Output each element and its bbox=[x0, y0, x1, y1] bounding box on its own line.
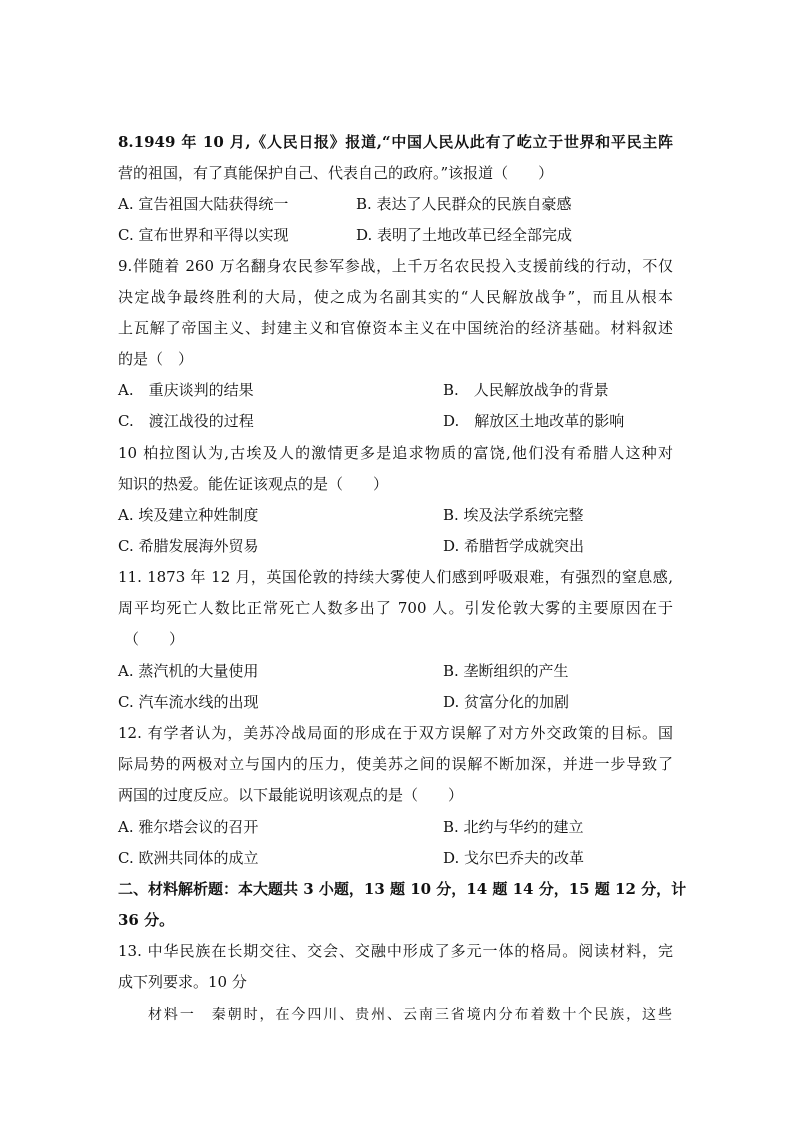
q9-stem-line-3: 上瓦解了帝国主义、封建主义和官僚资本主义在中国统治的经济基础。材料叙述 bbox=[118, 319, 673, 337]
q8-stem-line-1: 8.1949 年 10 月,《人民日报》报道,“中国人民从此有了屹立于世界和平民主阵 bbox=[118, 133, 673, 151]
q9-option-a: A. 重庆谈判的结果 bbox=[118, 381, 254, 399]
q11-stem-line-1: 11. 1873 年 12 月，英国伦敦的持续大雾使人们感到呼吸艰难，有强烈的窒息感, bbox=[118, 568, 673, 586]
q12-option-c: C. 欧洲共同体的成立 bbox=[118, 849, 259, 867]
q10-stem-line-2: 知识的热爱。能佐证该观点的是（ ） bbox=[118, 475, 389, 493]
q11-option-b: B. 垄断组织的产生 bbox=[443, 662, 569, 680]
q8-option-a: A. 宣告祖国大陆获得统一 bbox=[118, 195, 289, 213]
q10-option-a: A. 埃及建立种姓制度 bbox=[118, 506, 259, 524]
section-2-heading-line-2: 36 分。 bbox=[118, 911, 175, 929]
q10-option-b: B. 埃及法学系统完整 bbox=[443, 506, 584, 524]
q11-option-c: C. 汽车流水线的出现 bbox=[118, 693, 259, 711]
q9-option-b: B. 人民解放战争的背景 bbox=[443, 381, 609, 399]
q9-stem-line-1: 9.伴随着 260 万名翻身农民参军参战，上千万名农民投入支援前线的行动，不仅 bbox=[118, 257, 673, 275]
q10-option-c: C. 希腊发展海外贸易 bbox=[118, 537, 259, 555]
q8-option-b: B. 表达了人民群众的民族自豪感 bbox=[356, 195, 572, 213]
q12-option-b: B. 北约与华约的建立 bbox=[443, 818, 584, 836]
section-2-heading-line-1: 二、材料解析题：本大题共 3 小题，13 题 10 分，14 题 14 分，15 题 12 分，计 bbox=[118, 880, 687, 898]
q12-option-d: D. 戈尔巴乔夫的改革 bbox=[443, 849, 585, 867]
q11-stem-line-3: （ ） bbox=[124, 630, 185, 648]
q8-option-d: D. 表明了土地改革已经全部完成 bbox=[356, 226, 573, 244]
q11-option-d: D. 贫富分化的加剧 bbox=[443, 693, 570, 711]
q12-stem-line-2: 际局势的两极对立与国内的压力，使美苏之间的误解不断加深，并进一步导致了 bbox=[118, 755, 673, 773]
q9-stem-line-2: 决定战争最终胜利的大局，使之成为名副其实的“人民解放战争”，而且从根本 bbox=[118, 288, 673, 306]
q9-option-d: D. 解放区土地改革的影响 bbox=[443, 412, 625, 430]
q12-stem-line-3: 两国的过度反应。以下最能说明该观点的是（ ） bbox=[118, 786, 464, 804]
q9-stem-line-4: 的是（ ） bbox=[118, 350, 194, 368]
q10-stem-line-1: 10 柏拉图认为,古埃及人的激情更多是追求物质的富饶,他们没有希腊人这种对 bbox=[118, 444, 673, 462]
q11-option-a: A. 蒸汽机的大量使用 bbox=[118, 662, 259, 680]
q8-option-c: C. 宣布世界和平得以实现 bbox=[118, 226, 289, 244]
q10-option-d: D. 希腊哲学成就突出 bbox=[443, 537, 585, 555]
q13-stem-line-2: 成下列要求。10 分 bbox=[118, 973, 247, 991]
q12-stem-line-1: 12. 有学者认为，美苏冷战局面的形成在于双方误解了对方外交政策的目标。国 bbox=[118, 724, 673, 742]
q12-option-a: A. 雅尔塔会议的召开 bbox=[118, 818, 259, 836]
q13-material-1: 材料一 秦朝时，在今四川、贵州、云南三省境内分布着数十个民族，这些 bbox=[148, 1007, 672, 1023]
q9-option-c: C. 渡江战役的过程 bbox=[118, 412, 254, 430]
q11-stem-line-2: 周平均死亡人数比正常死亡人数多出了 700 人。引发伦敦大雾的主要原因在于 bbox=[118, 599, 673, 617]
q8-stem-line-2: 营的祖国，有了真能保护自己、代表自己的政府。”该报道（ ） bbox=[118, 164, 554, 182]
q13-stem-line-1: 13. 中华民族在长期交往、交会、交融中形成了多元一体的格局。阅读材料，完 bbox=[118, 942, 673, 960]
